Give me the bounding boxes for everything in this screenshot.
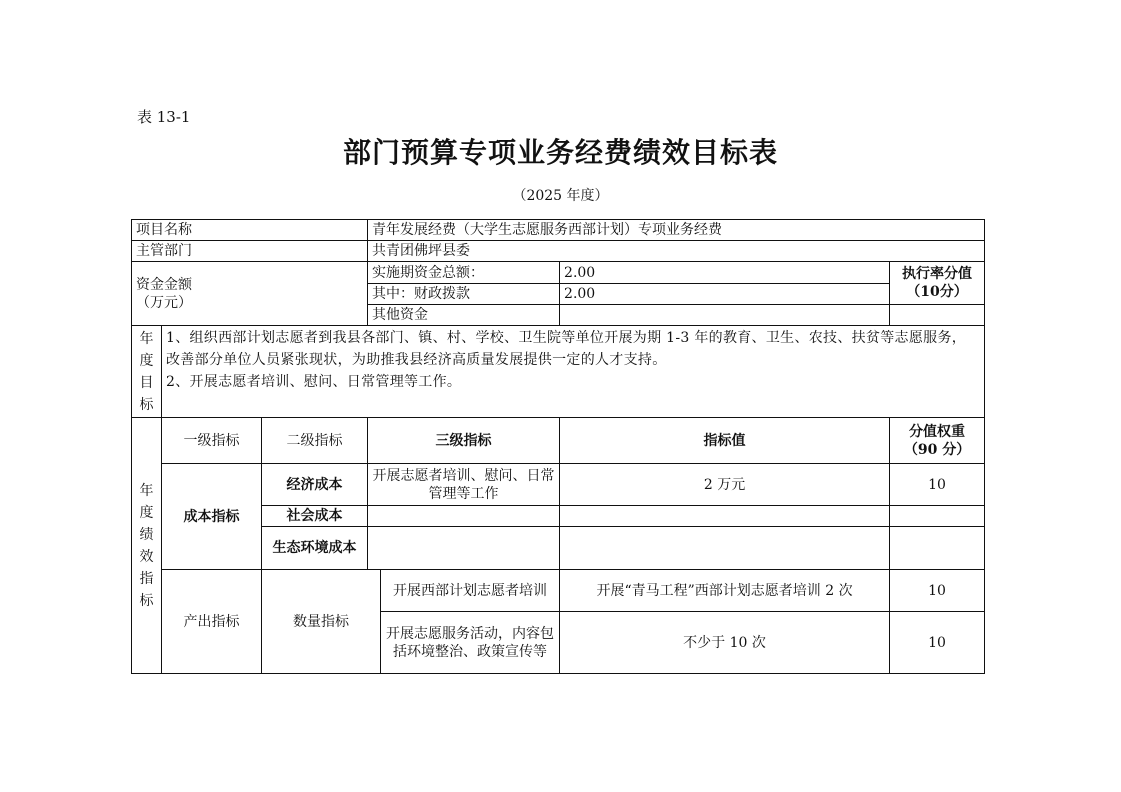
economic-cost-l3: 开展志愿者培训、慰问、日常管理等工作 — [368, 464, 560, 506]
output-indicator: 产出指标 — [162, 570, 262, 674]
funds-other-value — [560, 305, 890, 326]
performance-target-table — [131, 219, 985, 674]
annual-goal-line1: 1、组织西部计划志愿者到我县各部门、镇、村、学校、卫生院等单位开展为期 1-3 年的教育、卫生、农技、扶贫等志愿服务，改善部分单位人员紧张现状，为助推我县经济高质量发展提供一定的人才支持。 — [166, 330, 967, 368]
project-name-value: 青年发展经费（大学生志愿服务西部计划）专项业务经费 — [368, 220, 985, 241]
output-item2-value: 不少于 10 次 — [560, 612, 890, 674]
output-item1-weight: 10 — [890, 570, 985, 612]
funds-label-line1: 资金金额 — [136, 276, 192, 293]
project-name-row — [132, 220, 985, 241]
funds-other-empty — [890, 305, 985, 326]
indicator-header-row — [132, 418, 985, 464]
annual-goal-label: 年度目标 — [132, 326, 162, 418]
social-cost: 社会成本 — [262, 506, 368, 527]
funds-fiscal-label: 其中：财政拨款 — [368, 284, 560, 305]
output-item1-l3: 开展西部计划志愿者培训 — [381, 570, 560, 612]
header-weight-line2: （90 分） — [903, 441, 971, 458]
header-weight-line1: 分值权重 — [909, 423, 966, 440]
economic-cost-weight: 10 — [890, 464, 985, 506]
annual-goal-line2: 2、开展志愿者培训、慰问、日常管理等工作。 — [166, 374, 462, 390]
performance-indicator-label: 年度绩效指标 — [132, 418, 162, 674]
economic-cost-value: 2 万元 — [560, 464, 890, 506]
eco-env-cost: 生态环境成本 — [262, 527, 368, 570]
project-name-label: 项目名称 — [132, 220, 368, 241]
social-cost-value — [560, 506, 890, 527]
funds-total-label: 实施期资金总额： — [368, 262, 560, 284]
eco-env-cost-value — [560, 527, 890, 570]
execution-rate-line1: 执行率分值 — [902, 266, 973, 282]
header-weight — [890, 418, 985, 464]
funds-other-label: 其他资金 — [368, 305, 560, 326]
header-level1: 一级指标 — [162, 418, 262, 464]
economic-cost-row — [132, 464, 985, 506]
annual-goal-content — [162, 326, 985, 418]
header-level3: 三级指标 — [368, 418, 560, 464]
output-item1-row — [132, 570, 985, 612]
header-value: 指标值 — [560, 418, 890, 464]
social-cost-l3 — [368, 506, 560, 527]
department-value: 共青团佛坪县委 — [368, 241, 985, 262]
funds-label — [132, 262, 368, 326]
document-title: 部门预算专项业务经费绩效目标表 — [342, 136, 778, 169]
department-label: 主管部门 — [132, 241, 368, 262]
funds-fiscal-value: 2.00 — [560, 284, 890, 305]
economic-cost: 经济成本 — [262, 464, 368, 506]
quantity-indicator: 数量指标 — [262, 570, 381, 674]
execution-rate-line2: （10分） — [906, 284, 968, 300]
document-year: （2025 年度） — [512, 188, 609, 204]
output-item2-weight: 10 — [890, 612, 985, 674]
funds-total-row — [132, 262, 985, 284]
header-level2: 二级指标 — [262, 418, 368, 464]
cost-indicator: 成本指标 — [162, 464, 262, 570]
execution-rate-score — [890, 262, 985, 305]
output-item1-value: 开展“青马工程”西部计划志愿者培训 2 次 — [560, 570, 890, 612]
funds-total-value: 2.00 — [560, 262, 890, 284]
annual-goal-row — [132, 326, 985, 418]
social-cost-weight — [890, 506, 985, 527]
funds-label-line2: （万元） — [136, 294, 192, 311]
output-item2-l3: 开展志愿服务活动，内容包括环境整治、政策宣传等 — [381, 612, 560, 674]
table-number: 表 13-1 — [137, 108, 191, 126]
eco-env-cost-weight — [890, 527, 985, 570]
department-row — [132, 241, 985, 262]
eco-env-cost-l3 — [368, 527, 560, 570]
